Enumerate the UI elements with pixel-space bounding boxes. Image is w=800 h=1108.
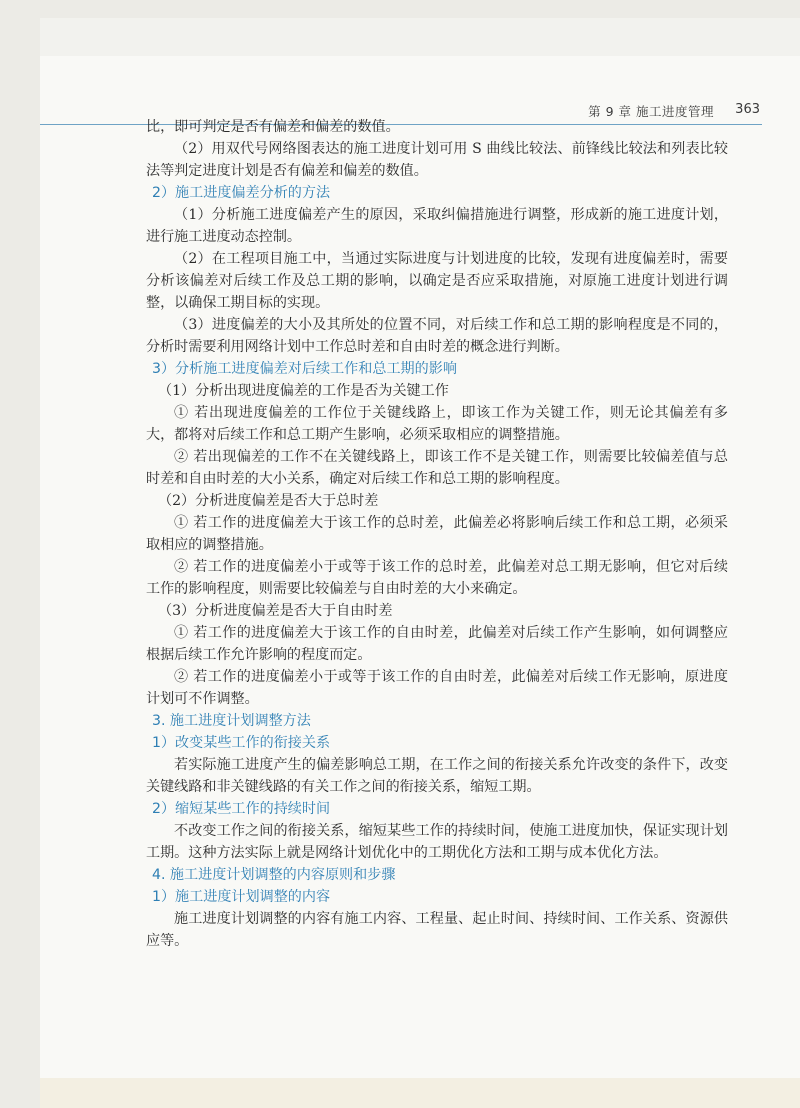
chapter-title: 第 9 章 施工进度管理 <box>588 104 714 119</box>
page-number: 363 <box>735 102 760 117</box>
paragraph: ② 若出现偏差的工作不在关键线路上，即该工作不是关键工作，则需要比较偏差值与总时差和自由时差的大小关系，确定对后续工作和总工期的影响程度。 <box>146 449 728 487</box>
paragraph: ② 若工作的进度偏差小于或等于该工作的自由时差，此偏差对后续工作无影响，原进度计划可不作调整。 <box>146 669 728 707</box>
chapter-section-heading: 4. 施工进度计划调整的内容原则和步骤 <box>152 867 396 883</box>
paragraph: 若实际施工进度产生的偏差影响总工期，在工作之间的衔接关系允许改变的条件下，改变关键线路和非关键线路的有关工作之间的衔接关系，缩短工期。 <box>146 757 728 795</box>
body-text <box>146 116 728 952</box>
paragraph: ① 若工作的进度偏差大于该工作的总时差，此偏差必将影响后续工作和总工期，必须采取相应的调整措施。 <box>146 515 728 553</box>
paragraph: ② 若工作的进度偏差小于或等于该工作的总时差，此偏差对总工期无影响，但它对后续工作的影响程度，则需要比较偏差与自由时差的大小来确定。 <box>146 559 728 597</box>
sub-heading: （2）分析进度偏差是否大于总时差 <box>158 493 379 509</box>
paragraph: ① 若工作的进度偏差大于该工作的自由时差，此偏差对后续工作产生影响，如何调整应根据后续工作允许影响的程度而定。 <box>146 625 728 663</box>
section-heading: 2）缩短某些工作的持续时间 <box>152 801 331 817</box>
paragraph: （2）在工程项目施工中，当通过实际进度与计划进度的比较，发现有进度偏差时，需要分析该偏差对后续工作及总工期的影响，以确定是否应采取措施，对原施工进度计划进行调整，以确保工期目标的实现。 <box>146 251 728 311</box>
section-heading: 3）分析施工进度偏差对后续工作和总工期的影响 <box>152 361 457 377</box>
paragraph: ① 若出现进度偏差的工作位于关键线路上，即该工作为关键工作，则无论其偏差有多大，都将对后续工作和总工期产生影响，必须采取相应的调整措施。 <box>146 405 728 443</box>
paragraph: 施工进度计划调整的内容有施工内容、工程量、起止时间、持续时间、工作关系、资源供应等。 <box>146 911 728 949</box>
sub-heading: （1）分析出现进度偏差的工作是否为关键工作 <box>158 383 449 399</box>
top-band <box>40 18 800 56</box>
bottom-band <box>40 1078 800 1108</box>
paragraph: 比，即可判定是否有偏差和偏差的数值。 <box>146 119 400 135</box>
paragraph: （3）进度偏差的大小及其所处的位置不同，对后续工作和总工期的影响程度是不同的，分析时需要利用网络计划中工作总时差和自由时差的概念进行判断。 <box>146 317 728 355</box>
sub-heading: （3）分析进度偏差是否大于自由时差 <box>158 603 393 619</box>
paragraph: 不改变工作之间的衔接关系，缩短某些工作的持续时间，使施工进度加快，保证实现计划工期。这种方法实际上就是网络计划优化中的工期优化方法和工期与成本优化方法。 <box>146 823 728 861</box>
section-heading: 1）施工进度计划调整的内容 <box>152 889 331 905</box>
paragraph: （2）用双代号网络图表达的施工进度计划可用 S 曲线比较法、前锋线比较法和列表比较法等判定进度计划是否有偏差和偏差的数值。 <box>146 141 728 179</box>
paragraph: （1）分析施工进度偏差产生的原因，采取纠偏措施进行调整，形成新的施工进度计划，进行施工进度动态控制。 <box>146 207 728 245</box>
section-heading: 1）改变某些工作的衔接关系 <box>152 735 331 751</box>
chapter-section-heading: 3. 施工进度计划调整方法 <box>152 713 311 729</box>
section-heading: 2）施工进度偏差分析的方法 <box>152 185 331 201</box>
